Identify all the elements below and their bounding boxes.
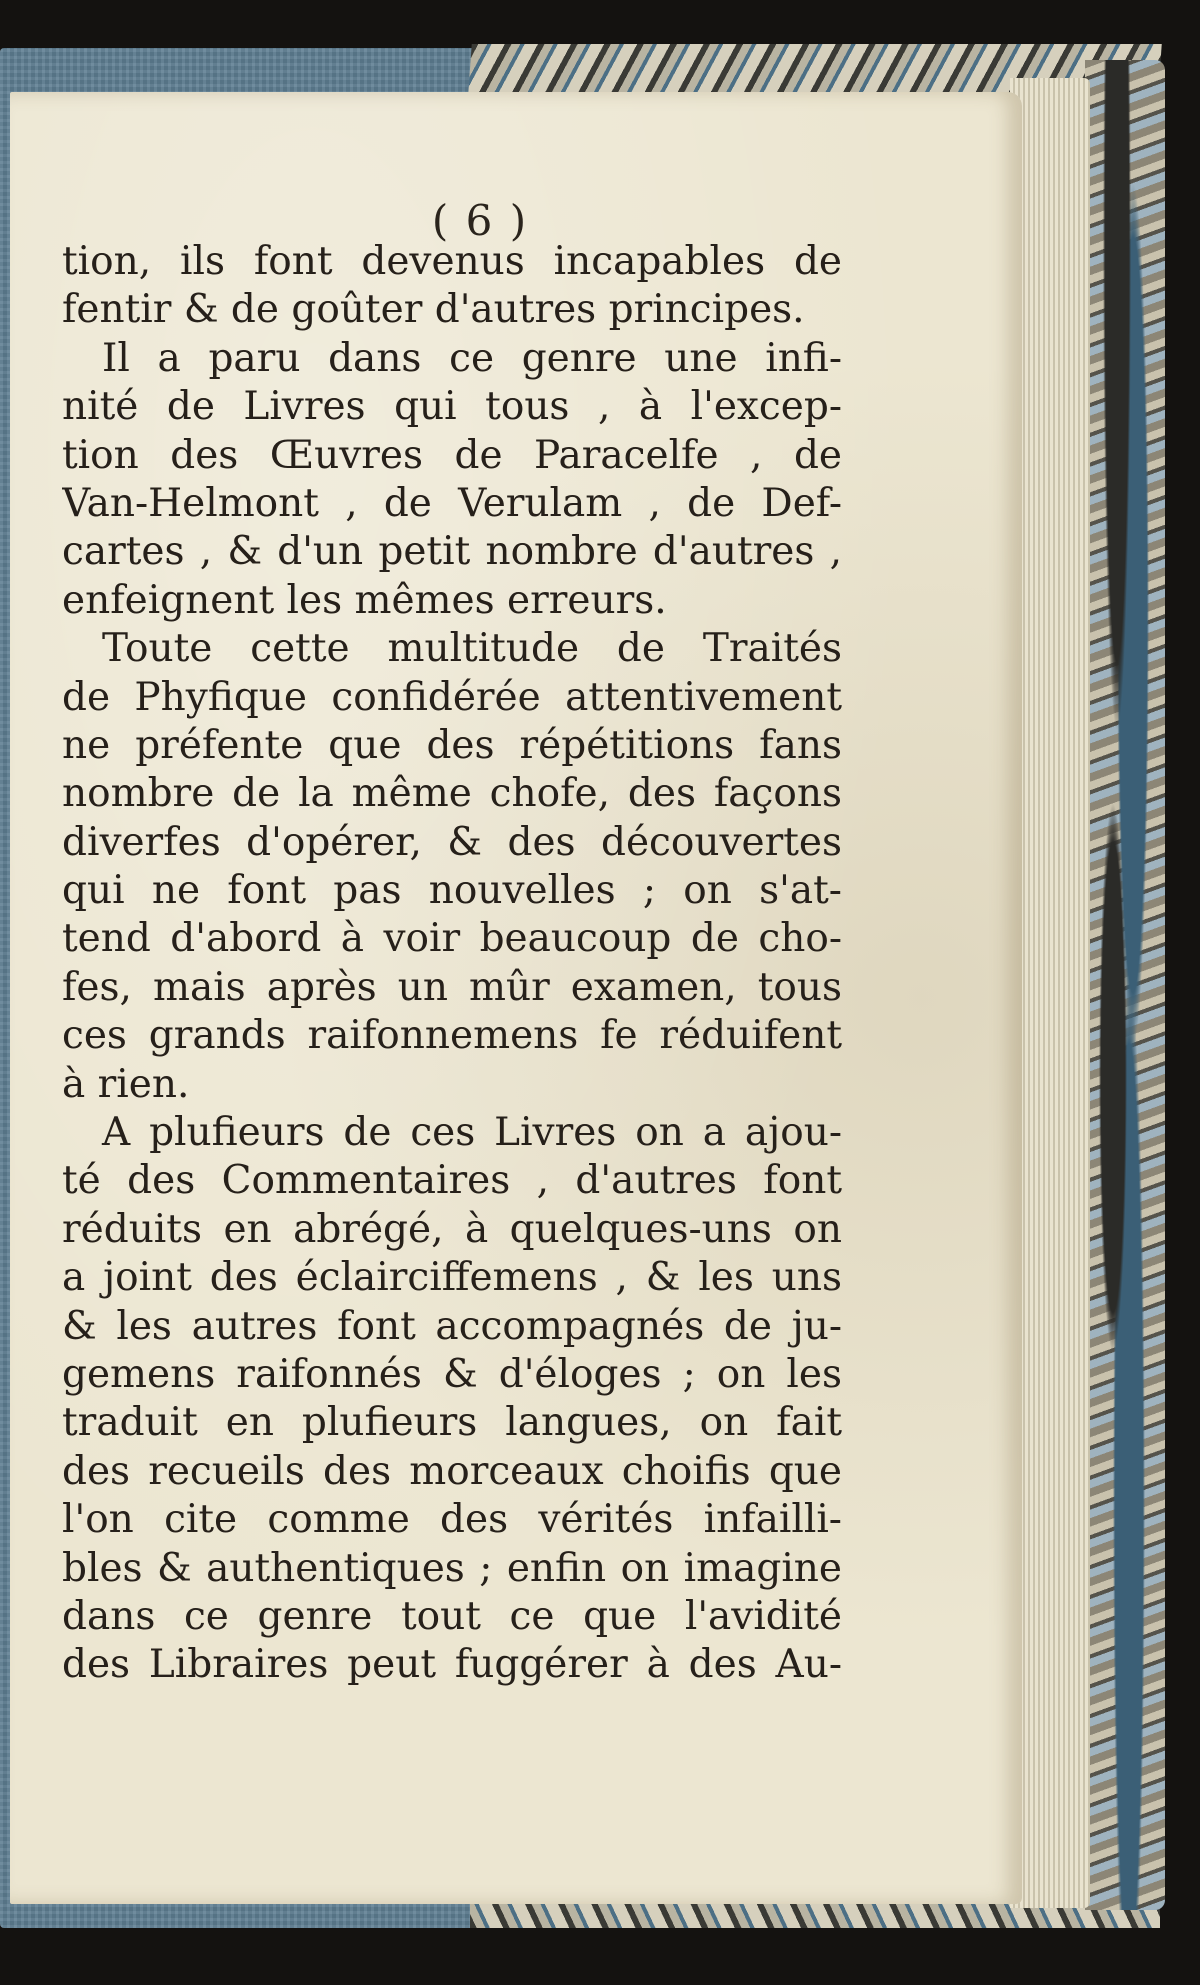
text-line: fes, mais après un mûr examen, tous [62, 964, 842, 1010]
marbled-cover-edge [1085, 60, 1165, 1910]
text-line: tion, ils font devenus incapables de [62, 239, 842, 284]
text-line: ces grands raifonnemens fe réduifent [62, 1013, 842, 1059]
text-line: Toute cette multitude de Traités [102, 626, 842, 672]
text-line: & les autres font accompagnés de ju- [62, 1303, 842, 1349]
text-line: Il a paru dans ce genre une infi- [102, 335, 842, 381]
text-line: nité de Livres qui tous , à l'excep- [62, 384, 842, 430]
page-text [62, 238, 842, 1690]
text-line: de Phyfique confidérée attentivement [62, 674, 842, 720]
text-line: a joint des éclairciffemens , & les uns [62, 1255, 842, 1301]
text-line: tion des Œuvres de Paracelfe , de [62, 432, 842, 478]
text-line: nombre de la même chofe, des façons [62, 771, 842, 817]
text-line: fentir & de goûter d'autres principes. [62, 287, 805, 333]
text-line: enfeignent les mêmes erreurs. [62, 577, 667, 623]
page-edges [1010, 78, 1090, 1908]
text-line: té des Commentaires , d'autres font [62, 1158, 842, 1204]
page-number: ( 6 ) [431, 196, 529, 245]
text-line: à rien. [62, 1061, 190, 1107]
text-line: tend d'abord à voir beaucoup de cho- [62, 916, 842, 962]
book-page [10, 92, 1022, 1904]
text-line: traduit en plufieurs langues, on fait [62, 1400, 842, 1446]
text-line: ne préfente que des répétitions fans [62, 722, 842, 768]
text-line: A plufieurs de ces Livres on a ajou- [102, 1110, 842, 1156]
text-line: des Libraires peut fuggérer à des Au- [62, 1642, 842, 1688]
text-line: réduits en abrégé, à quelques-uns on [62, 1206, 842, 1252]
text-line: gemens raifonnés & d'éloges ; on les [62, 1351, 842, 1397]
text-line: qui ne font pas nouvelles ; on s'at- [62, 868, 842, 914]
text-line: diverfes d'opérer, & des découvertes [62, 819, 842, 865]
text-line: bles & authentiques ; enfin on imagine [62, 1545, 842, 1591]
text-line: des recueils des morceaux choifis que [62, 1448, 842, 1494]
text-line: dans ce genre tout ce que l'avidité [62, 1593, 842, 1639]
text-line: l'on cite comme des vérités infailli- [62, 1497, 842, 1543]
text-line: Van-Helmont , de Verulam , de Def- [62, 480, 842, 526]
text-line: cartes , & d'un petit nombre d'autres , [62, 529, 842, 575]
